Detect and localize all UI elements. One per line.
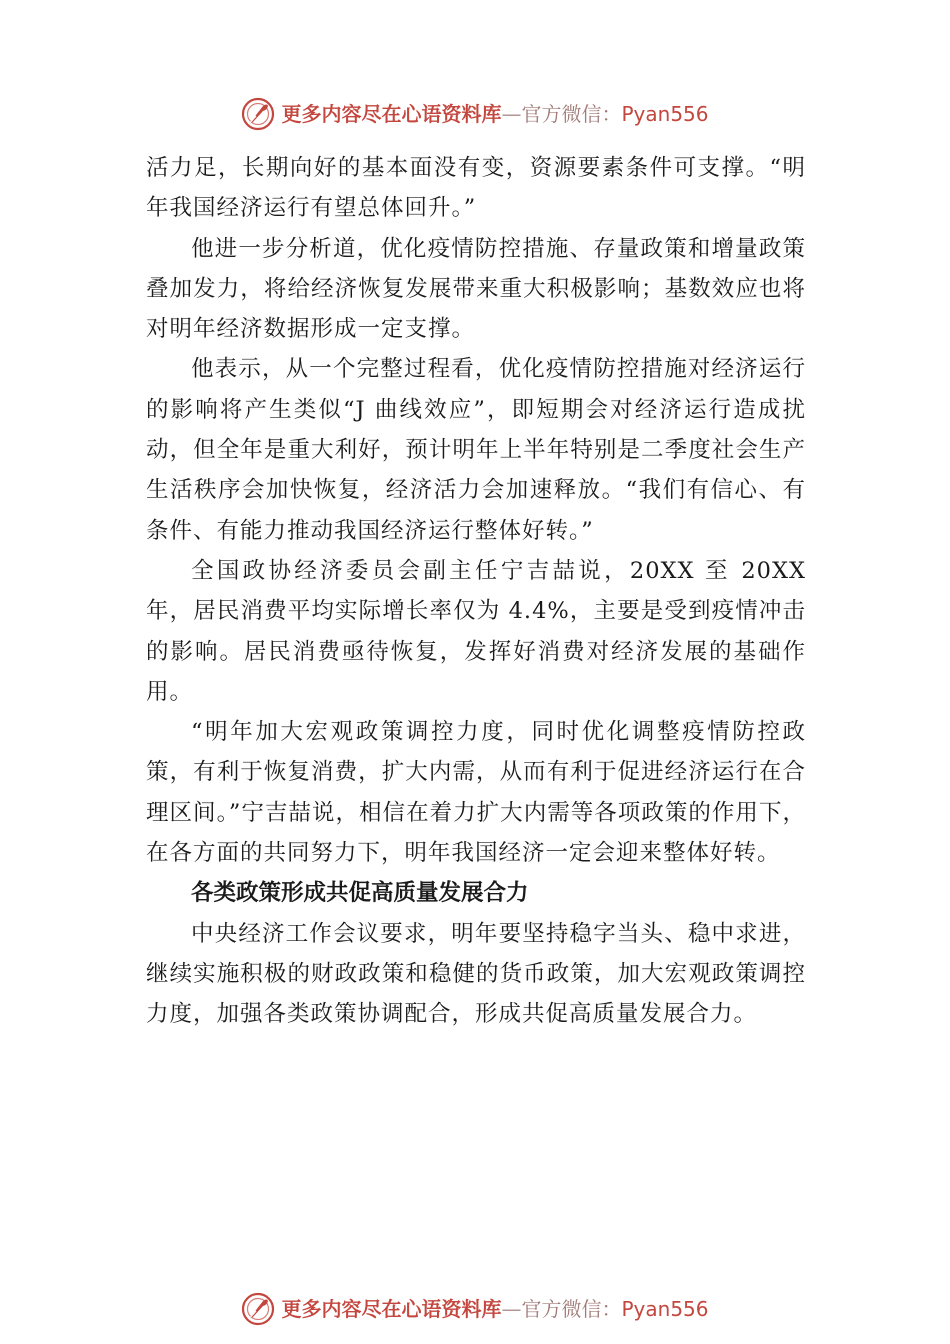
document-body [146,148,806,1035]
header-banner [0,94,950,134]
paragraph-3: 他表示，从一个完整过程看，优化疫情防控措施对经济运行的影响将产生类似“J 曲线效应”，即短期会对经济运行造成扰动，但全年是重大利好，预计明年上半年特别是二季度社会生产生活秩序会加快恢复，经济活力会加速释放。“我们有信心、有条件、有能力推动我国经济运行整体好转。” [146,356,806,544]
footer-handle: Pyan556 [621,1297,709,1321]
paragraph-1: 活力足，长期向好的基本面没有变，资源要素条件可支撑。“明年我国经济运行有望总体回升。” [146,155,806,222]
quill-pen-seal-icon [241,1292,275,1326]
quill-pen-seal-icon [241,97,275,131]
footer-label: 官方微信： [521,1297,622,1321]
paragraph-4: 全国政协经济委员会副主任宁吉喆说，20XX 至 20XX 年，居民消费平均实际增长率仅为 4.4%，主要是受到疫情冲击的影响。居民消费亟待恢复，发挥好消费对经济发展的基础作用。 [146,557,806,705]
footer-text [281,1292,708,1326]
paragraph-6: 中央经济工作会议要求，明年要坚持稳字当头、稳中求进，继续实施积极的财政政策和稳健的货币政策，加大宏观政策调控力度，加强各类政策协调配合，形成共促高质量发展合力。 [146,920,806,1028]
header-text [281,97,708,131]
paragraph-2: 他进一步分析道，优化疫情防控措施、存量政策和增量政策叠加发力，将给经济恢复发展带来重大积极影响；基数效应也将对明年经济数据形成一定支撑。 [146,235,806,343]
section-heading: 各类政策形成共促高质量发展合力 [191,880,529,907]
footer-title: 更多内容尽在心语资料库 [281,1297,502,1321]
header-separator: — [501,102,522,126]
footer-banner [0,1289,950,1329]
header-label: 官方微信： [521,102,622,126]
header-title: 更多内容尽在心语资料库 [281,102,502,126]
paragraph-5: “明年加大宏观政策调控力度，同时优化调整疫情防控政策，有利于恢复消费，扩大内需，从而有利于促进经济运行在合理区间。”宁吉喆说，相信在着力扩大内需等各项政策的作用下，在各方面的共同努力下，明年我国经济一定会迎来整体好转。 [146,719,806,867]
header-handle: Pyan556 [621,102,709,126]
footer-separator: — [501,1297,522,1321]
